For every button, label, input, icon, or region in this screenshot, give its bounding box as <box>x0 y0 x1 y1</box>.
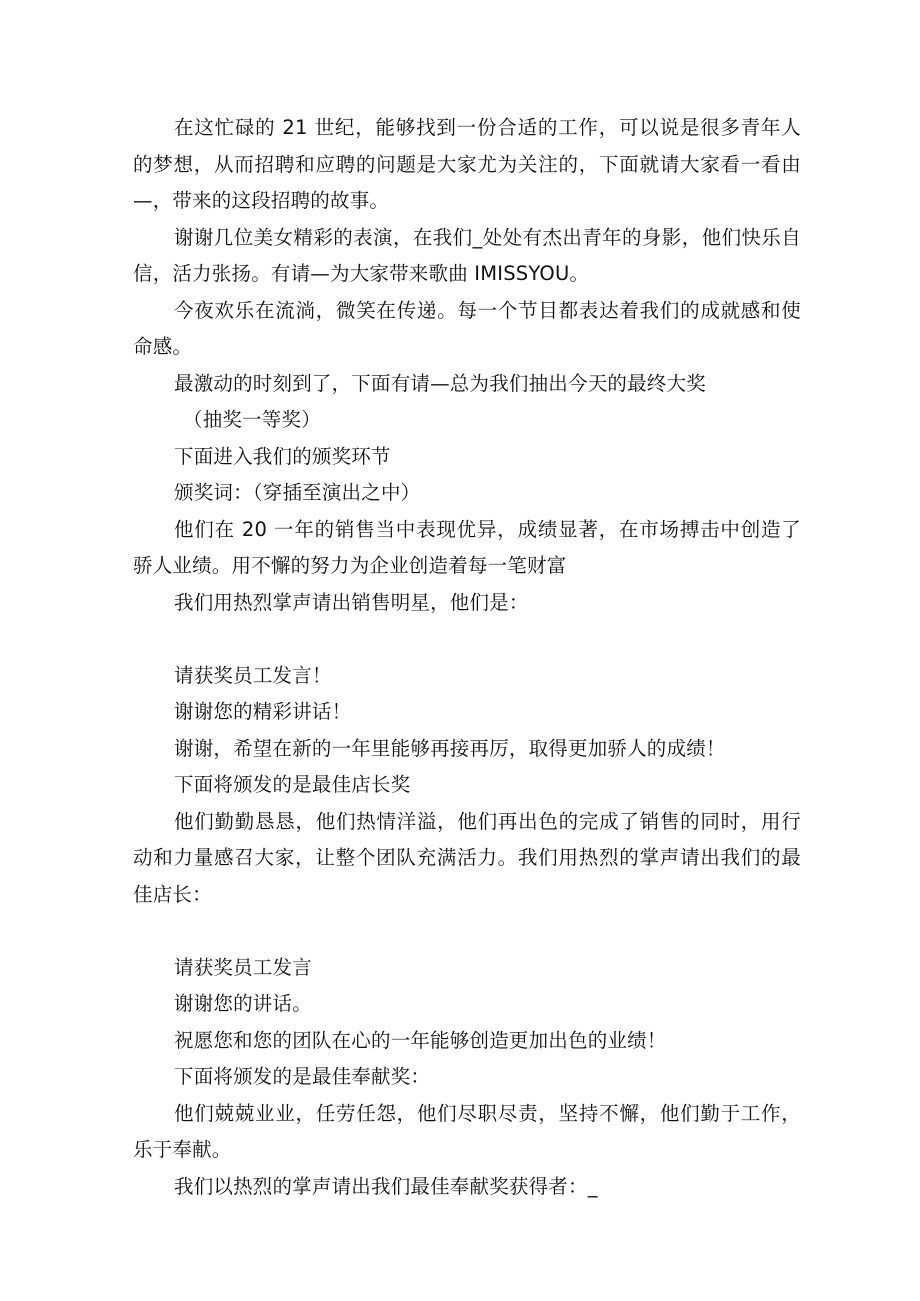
paragraph-best-dedication-award: 下面将颁发的是最佳奉献奖： <box>174 1065 431 1088</box>
paragraph-grand-prize: 最激动的时刻到了，下面有请—总为我们抽出今天的最终大奖 <box>174 371 706 395</box>
paragraph-first-prize-draw: （抽奖一等奖） <box>183 408 321 431</box>
paragraph-award-words: 颁奖词：（穿插至演出之中） <box>174 481 421 504</box>
paragraph-joy-tonight: 今夜欢乐在流淌，微笑在传递。每一个节目都表达着我们的成就感和使命感。 <box>133 298 801 358</box>
paragraph-best-manager-award: 下面将颁发的是最佳店长奖 <box>174 773 411 796</box>
paragraph-team-wish: 祝愿您和您的团队在心的一年能够创造更加出色的业绩！ <box>174 1028 667 1052</box>
document-body <box>133 110 801 1205</box>
paragraph-winner-speech: 请获奖员工发言！ <box>174 663 332 687</box>
paragraph-thanks-speech: 谢谢您的精彩讲话！ <box>174 700 352 723</box>
paragraph-dedication-description: 他们兢兢业业，任劳任怨，他们尽职尽责，坚持不懈，他们勤于工作，乐于奉献。 <box>133 1101 801 1161</box>
blank-line <box>133 621 801 658</box>
paragraph-thanks-speech-2: 谢谢您的讲话。 <box>174 992 312 1015</box>
paragraph-sales-performance: 他们在 20 一年的销售当中表现优异，成绩显著，在市场搏击中创造了骄人业绩。用不懈的努力为企业创造着每一笔财富 <box>133 517 801 577</box>
paragraph-award-segment: 下面进入我们的颁奖环节 <box>174 444 391 468</box>
paragraph-sales-stars: 我们用热烈掌声请出销售明星，他们是： <box>174 590 529 614</box>
paragraph-best-manager-intro: 他们勤勤恳恳，他们热情洋溢，他们再出色的完成了销售的同时，用行动和力量感召大家，让整个团队充满活力。我们用热烈的掌声请出我们的最佳店长： <box>133 809 801 906</box>
paragraph-dedication-winners: 我们以热烈的掌声请出我们最佳奉献奖获得者：_ <box>174 1174 598 1198</box>
blank-line <box>133 913 801 950</box>
paragraph-recruitment-intro: 在这忙碌的 21 世纪，能够找到一份合适的工作，可以说是很多青年人的梦想，从而招聘和应聘的问题是大家尤为关注的，下面就请大家看一看由—，带来的这段招聘的故事。 <box>133 116 801 212</box>
paragraph-winner-speech-2: 请获奖员工发言 <box>174 955 312 979</box>
paragraph-wish-new-year: 谢谢，希望在新的一年里能够再接再厉，取得更加骄人的成绩！ <box>174 736 726 760</box>
paragraph-thanks-performance: 谢谢几位美女精彩的表演，在我们_处处有杰出青年的身影，他们快乐自信，活力张扬。有请—为大家带来歌曲 IMISSYOU。 <box>133 225 801 285</box>
